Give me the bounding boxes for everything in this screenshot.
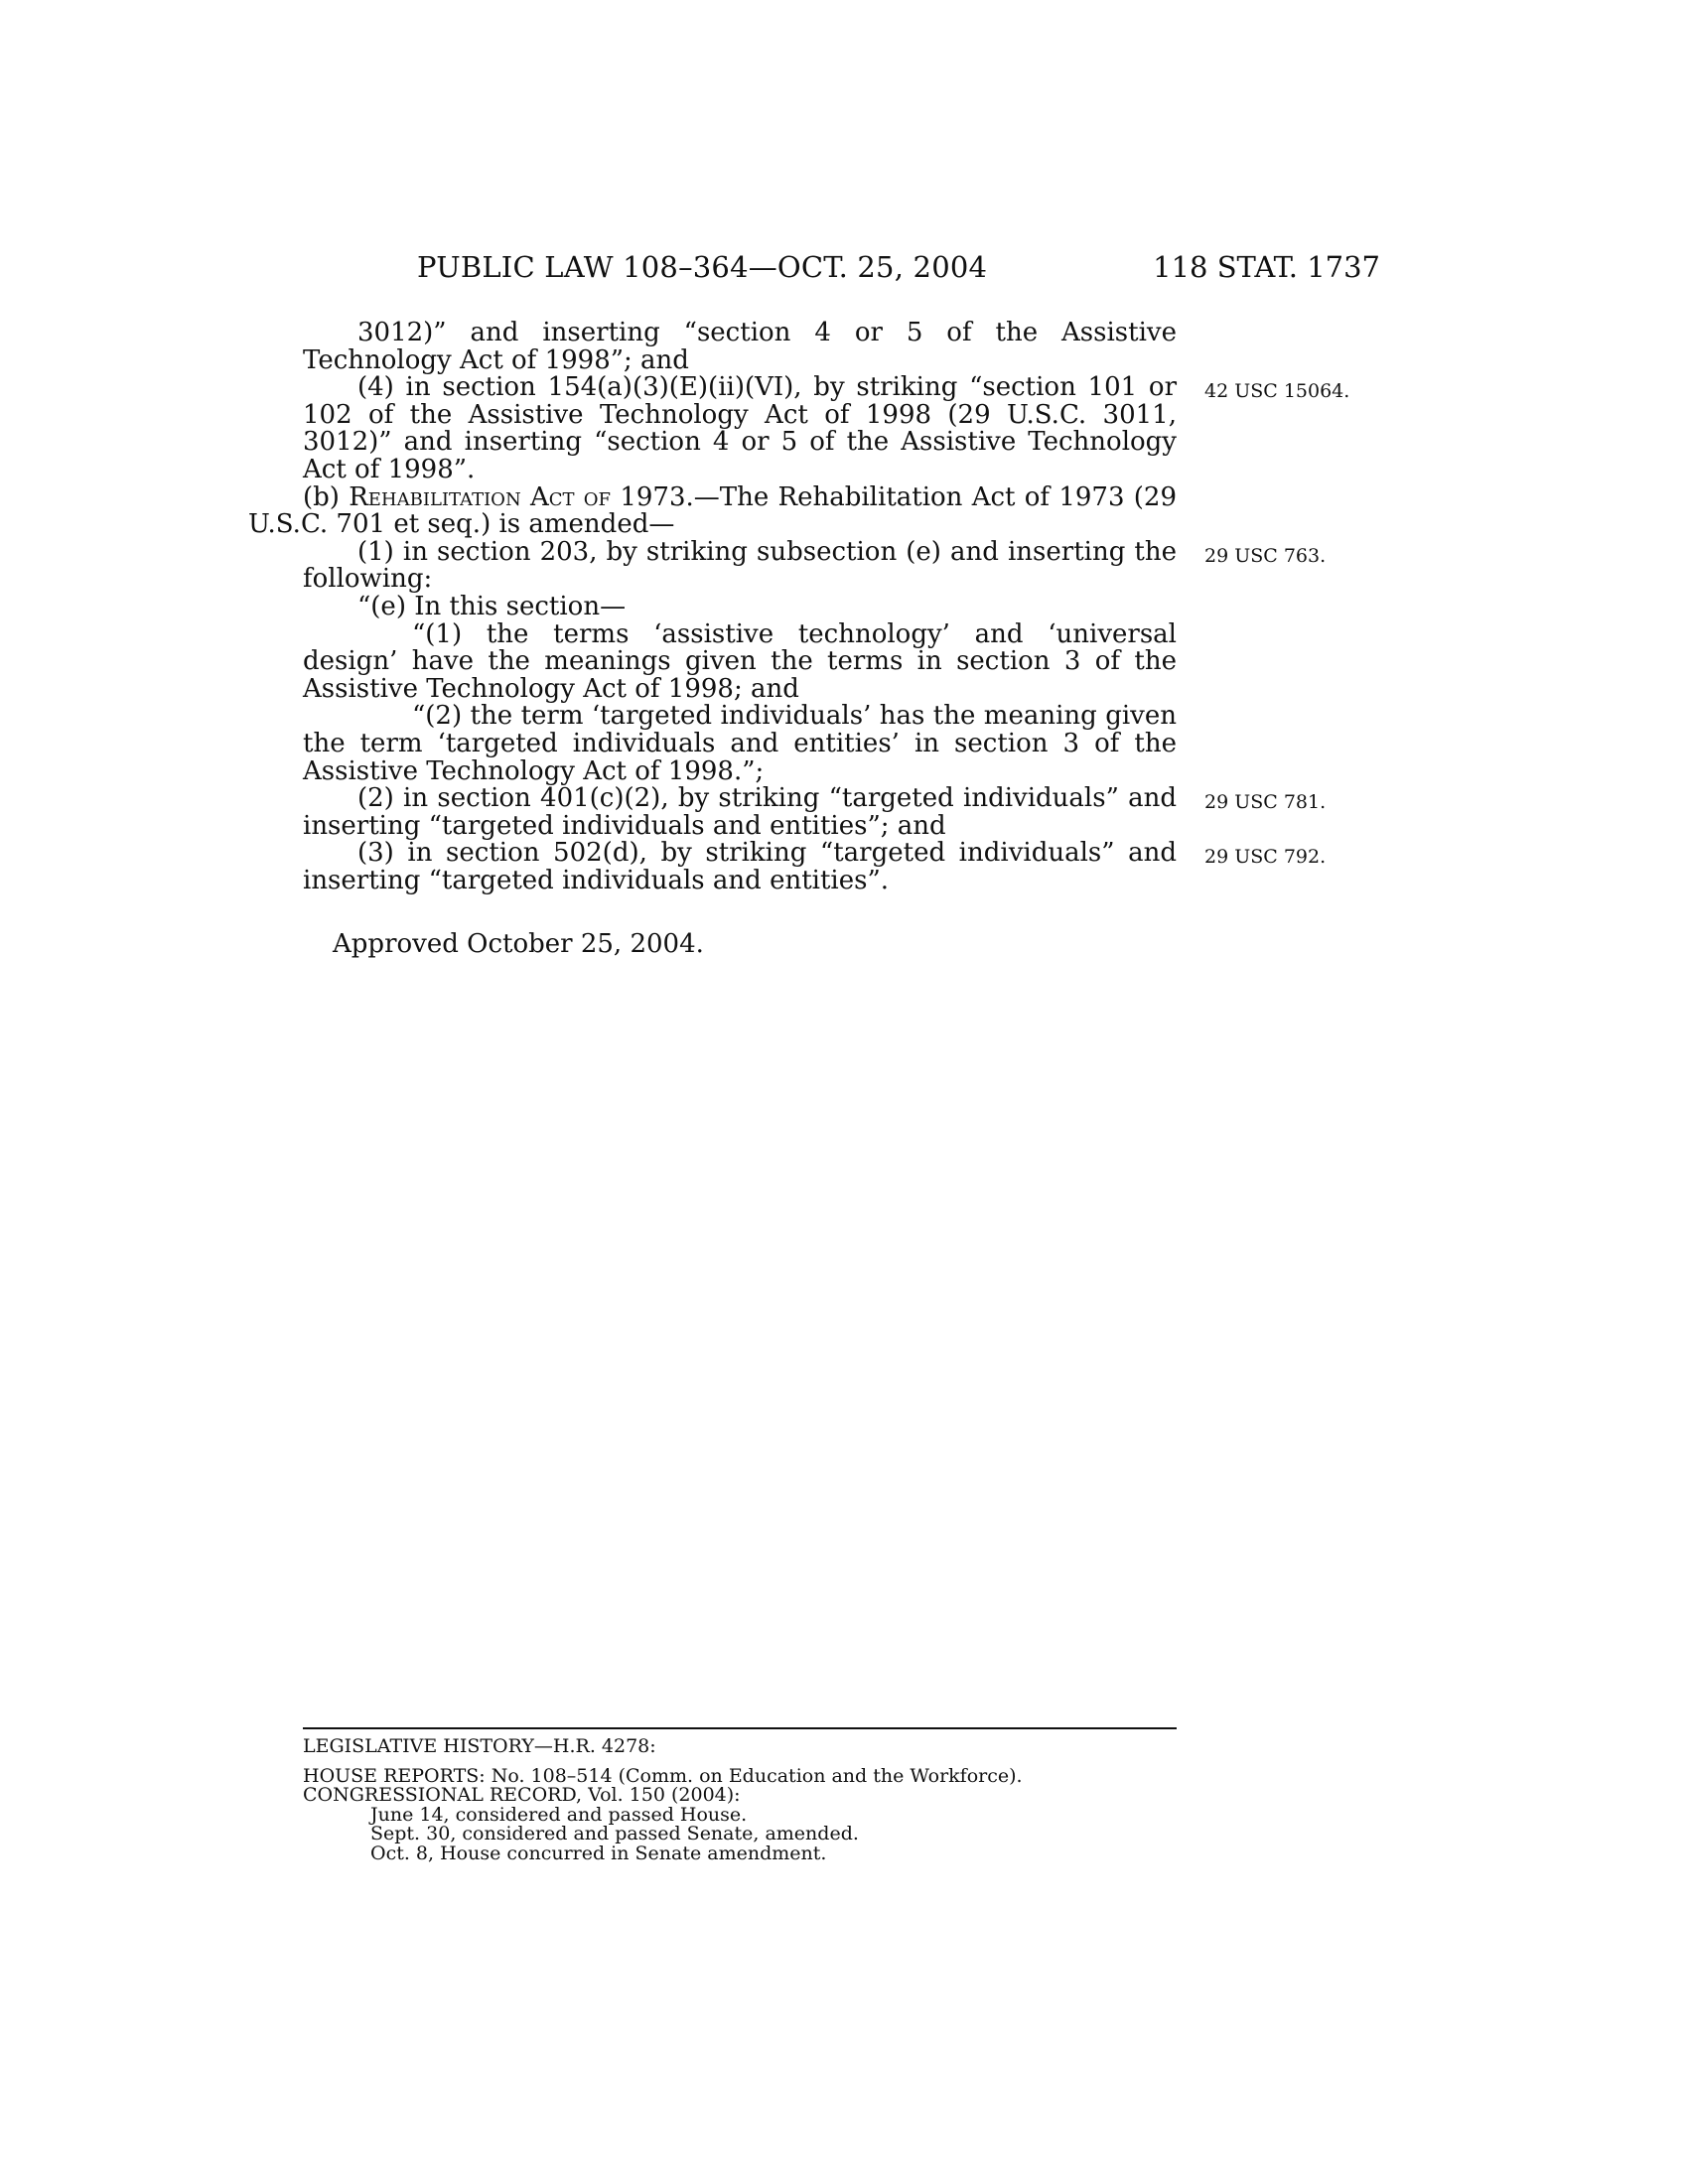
- subsection-b-label: (b): [303, 481, 350, 512]
- paragraph-item-2-text: (2) in section 401(c)(2), by striking “targeted individuals” and inserting “targeted individuals and entities”; and: [303, 783, 1177, 841]
- law-body-text: [248, 318, 1350, 895]
- paragraph-item-3: [303, 838, 1327, 895]
- margin-note-29-usc-792: 29 USC 792.: [1204, 846, 1327, 869]
- paragraph-item-1-text: (1) in section 203, by striking subsection (e) and inserting the following:: [303, 536, 1177, 595]
- paragraph-item-4: [303, 372, 1350, 484]
- record-entry: Sept. 30, considered and passed Senate, amended.: [370, 1823, 859, 1844]
- record-entry: June 14, considered and passed House.: [370, 1803, 748, 1826]
- paragraph-continuation: 3012)” and inserting “section 4 or 5 of the Assistive Technology Act of 1998”; and: [303, 318, 1177, 375]
- paragraph-item-4-text: (4) in section 154(a)(3)(E)(ii)(VI), by striking “section 101 or 102 of the Assistive Technology Act of 1998 (29 U.S.C. 3011, 3012)” and inserting “section 4 or 5 of the Assistive Technology Act of 1998”.: [303, 372, 1177, 484]
- approval-date: Approved October 25, 2004.: [333, 929, 704, 959]
- legislative-history-heading: LEGISLATIVE HISTORY—H.R. 4278:: [303, 1735, 656, 1757]
- quoted-item-1: “(1) the terms ‘assistive technology’ and ‘universal design’ have the meanings given the terms in section 3 of the Assistive Technology Act of 1998; and: [303, 618, 1177, 704]
- subsection-e-intro: “(e) In this section—: [357, 591, 627, 621]
- subsection-b-text: .—The Rehabilitation Act of 1973 (29 U.S.C. 701 et seq.) is amended—: [248, 481, 1177, 540]
- paragraph-item-2: [303, 783, 1327, 841]
- paragraph-item-3-text: (3) in section 502(d), by striking “targeted individuals” and inserting “targeted individuals and entities”.: [303, 838, 1177, 895]
- margin-note-29-usc-763: 29 USC 763.: [1204, 544, 1327, 567]
- congressional-record: CONGRESSIONAL RECORD, Vol. 150 (2004):: [303, 1784, 741, 1806]
- subsection-b-heading: Rehabilitation Act of 1973: [349, 481, 686, 512]
- house-reports: HOUSE REPORTS: No. 108–514 (Comm. on Education and the Workforce).: [303, 1764, 1023, 1787]
- margin-note-42-usc-15064: 42 USC 15064.: [1204, 380, 1350, 403]
- statute-page-number: 118 STAT. 1737: [1153, 250, 1380, 284]
- divider-rule: [303, 1727, 1177, 1729]
- record-entry: Oct. 8, House concurred in Senate amendment.: [370, 1842, 827, 1864]
- subsection-b: [248, 481, 1177, 540]
- margin-note-29-usc-781: 29 USC 781.: [1204, 791, 1327, 814]
- public-law-title: PUBLIC LAW 108–364—OCT. 25, 2004: [417, 250, 988, 284]
- quoted-item-2: “(2) the term ‘targeted individuals’ has the meaning given the term ‘targeted individuals and entities’ in section 3 of the Assistive Technology Act of 1998.”;: [303, 701, 1177, 786]
- paragraph-item-1: [303, 536, 1327, 595]
- page-header: [417, 250, 1380, 290]
- legislative-history: [303, 1727, 1177, 1863]
